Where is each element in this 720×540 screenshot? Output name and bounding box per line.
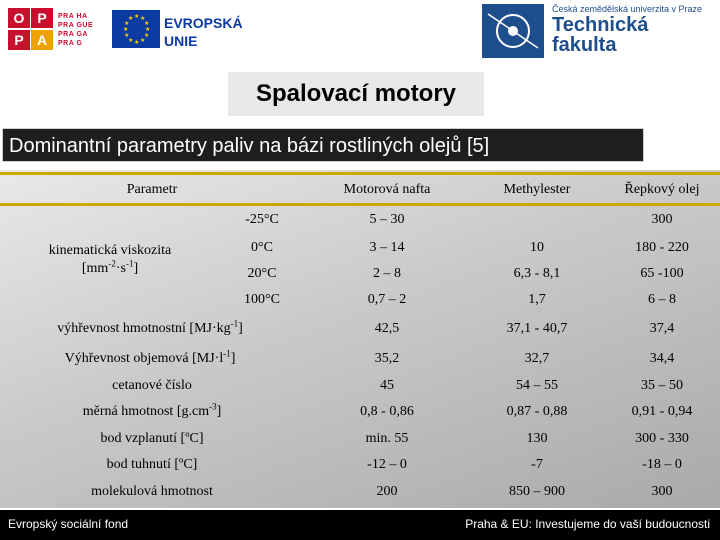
- cell-nafta: 0,8 - 0,86: [360, 404, 414, 419]
- eu-logo-text: [164, 14, 243, 50]
- opp-logo: [8, 8, 54, 52]
- cell-nafta: 5 – 30: [369, 212, 405, 227]
- opp-letter: O: [8, 8, 30, 28]
- param-label: [112, 378, 192, 394]
- cell-nafta: 200: [376, 484, 398, 499]
- svg-text:★: ★: [128, 15, 134, 22]
- param-label: [91, 484, 213, 500]
- footer-left-text: Evropský sociální fond: [8, 517, 129, 531]
- cell-nafta: 35,2: [374, 351, 400, 366]
- viscosity-unit-text: ]: [133, 261, 139, 276]
- cell-repkovy-olej: 34,4: [649, 351, 675, 366]
- cell-nafta: 3 – 14: [369, 240, 405, 255]
- cell-repkovy-olej: 300: [651, 212, 673, 227]
- svg-text:★: ★: [144, 20, 150, 27]
- tf-line: fakulta: [552, 34, 617, 56]
- opp-letter: P: [8, 30, 30, 50]
- header-repkovy-olej: Řepkový olej: [624, 182, 700, 197]
- tf-logo-text: [552, 15, 648, 55]
- praha-logo-text: [58, 12, 93, 48]
- viscosity-unit-exp: -2: [108, 258, 116, 269]
- param-label: [82, 401, 222, 420]
- svg-text:★: ★: [140, 37, 146, 44]
- cell-repkovy-olej: 6 – 8: [648, 292, 676, 307]
- svg-text:★: ★: [124, 32, 130, 39]
- viscosity-temp: 100°C: [244, 292, 280, 307]
- viscosity-label-line1: kinematická viskozita: [48, 243, 172, 258]
- param-label-text: ]: [216, 404, 222, 419]
- param-label-text: ]: [230, 351, 236, 366]
- cell-methylester: 850 – 900: [509, 484, 565, 499]
- cell-nafta: 2 – 8: [373, 266, 401, 281]
- svg-text:★: ★: [123, 26, 129, 33]
- viscosity-unit-text: ·s: [115, 261, 126, 276]
- fuel-parameters-table: [0, 170, 720, 508]
- param-label: [107, 457, 198, 473]
- opp-letter: A: [31, 30, 53, 50]
- param-label-exp: -1: [223, 348, 231, 359]
- cell-methylester: 130: [526, 431, 548, 446]
- tf-emblem-icon: [482, 4, 544, 58]
- cell-methylester: 54 – 55: [516, 378, 558, 393]
- param-label-text: výhřevnost hmotnostní [MJ·kg: [57, 321, 231, 336]
- svg-text:★: ★: [144, 32, 150, 39]
- cell-repkovy-olej: 300 - 330: [635, 431, 689, 446]
- cell-repkovy-olej: 37,4: [649, 321, 675, 336]
- cell-repkovy-olej: 180 - 220: [635, 240, 689, 255]
- param-label-text: cetanové číslo: [112, 378, 192, 393]
- logo-bar: [0, 0, 720, 62]
- param-label: [57, 318, 243, 337]
- param-label-text: ]: [238, 321, 243, 336]
- opp-letter: P: [31, 8, 53, 28]
- param-label-exp: -1: [230, 318, 239, 329]
- viscosity-unit-text: [mm: [81, 261, 109, 276]
- viscosity-temp: -25°C: [245, 212, 279, 227]
- param-label-text: bod tuhnutí [ºC]: [106, 457, 198, 472]
- svg-text:★: ★: [140, 15, 146, 22]
- param-label-text: měrná hmotnost [g.cm: [82, 404, 210, 419]
- praha-line: PRA GUE: [58, 22, 94, 29]
- cell-nafta: 0,7 – 2: [367, 292, 407, 307]
- svg-text:★: ★: [134, 13, 140, 20]
- svg-text:★: ★: [128, 37, 134, 44]
- footer-bar: [0, 510, 720, 540]
- cell-nafta: 42,5: [374, 321, 400, 336]
- cell-methylester: 37,1 - 40,7: [506, 321, 568, 336]
- viscosity-unit: [81, 258, 139, 277]
- cell-methylester: 6,3 - 8,1: [513, 266, 561, 281]
- cell-repkovy-olej: 65 -100: [640, 266, 684, 281]
- param-label-text: Výhřevnost objemová [MJ·l: [64, 351, 224, 366]
- param-label-text: bod vzplanutí [ºC]: [100, 431, 204, 446]
- header-methylester: Methylester: [503, 182, 571, 197]
- param-label: [100, 431, 203, 447]
- viscosity-temp: 20°C: [247, 266, 277, 281]
- svg-text:★: ★: [134, 39, 140, 46]
- param-label: [64, 348, 236, 367]
- header-bottom-rule: [0, 203, 720, 206]
- footer-right-text: Praha & EU: Investujeme do vaší budoucnosti: [465, 517, 710, 531]
- svg-text:★: ★: [145, 26, 151, 33]
- param-label-exp: -3: [209, 401, 217, 412]
- cell-methylester: 10: [530, 240, 544, 255]
- header-top-rule: [0, 172, 720, 175]
- praha-line: PRA HA: [58, 13, 88, 20]
- eu-line: UNIE: [164, 33, 198, 49]
- slide-subtitle: Dominantní parametry paliv na bázi rostliných olejů [5]: [2, 128, 644, 162]
- viscosity-label: [49, 243, 171, 259]
- cell-nafta: 45: [380, 378, 394, 393]
- cell-nafta: min. 55: [365, 431, 409, 446]
- page-title: Spalovací motory: [255, 80, 457, 107]
- praha-line: PRA GA: [58, 31, 88, 38]
- cell-repkovy-olej: 300: [651, 484, 673, 499]
- tf-line: Technická: [552, 14, 649, 36]
- svg-text:★: ★: [124, 20, 130, 27]
- cell-methylester: 32,7: [524, 351, 550, 366]
- cell-repkovy-olej: 0,91 - 0,94: [631, 404, 693, 419]
- cell-repkovy-olej: 35 – 50: [641, 378, 683, 393]
- cell-methylester: 1,7: [528, 292, 546, 307]
- param-label-text: molekulová hmotnost: [91, 484, 213, 499]
- eu-line: EVROPSKÁ: [164, 15, 243, 31]
- cell-nafta: -12 – 0: [367, 457, 407, 472]
- header-motorova-nafta: Motorová nafta: [343, 182, 431, 197]
- tf-university-name: Česká zemědělská univerzita v Praze: [552, 4, 703, 14]
- header-parametr: Parametr: [126, 182, 178, 197]
- viscosity-unit-exp: -1: [125, 258, 134, 269]
- eu-flag-icon: [112, 10, 160, 48]
- cell-methylester: -7: [531, 457, 543, 472]
- praha-line: PRA G: [58, 40, 83, 47]
- viscosity-temp: 0°C: [251, 240, 273, 255]
- cell-methylester: 0,87 - 0,88: [506, 404, 568, 419]
- cell-repkovy-olej: -18 – 0: [642, 457, 682, 472]
